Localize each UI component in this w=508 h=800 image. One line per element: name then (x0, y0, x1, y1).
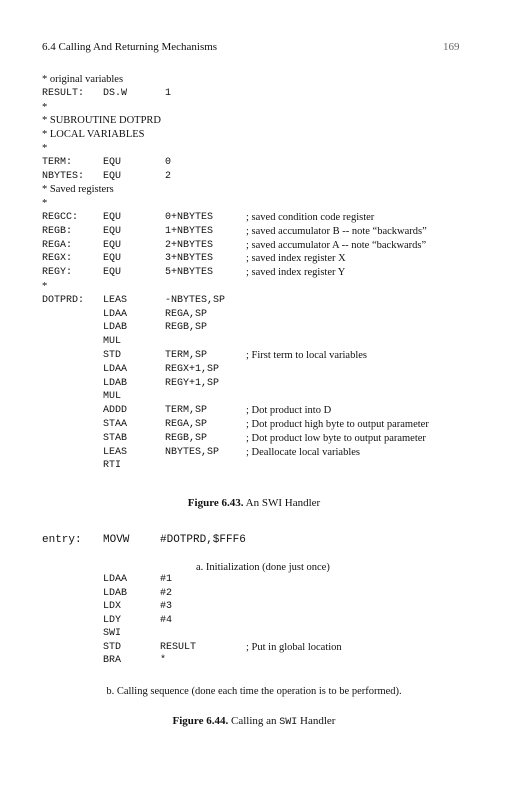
opcode-col: STAB (103, 432, 128, 444)
operand-col: REGB,SP (165, 322, 208, 334)
code-line (0, 226, 508, 240)
opcode-col: MUL (103, 336, 122, 348)
figure-6-43-caption (0, 497, 508, 509)
code-line (0, 212, 508, 226)
comment-col: ; Put in global location (246, 641, 342, 653)
opcode-col: LEAS (103, 446, 128, 458)
figure-text: An SWI Handler (243, 497, 321, 509)
figure-label: Figure 6.44. (172, 715, 229, 727)
label-col: * (42, 101, 48, 113)
code-line (0, 601, 508, 615)
operand-col: REGX+1,SP (165, 363, 220, 375)
opcode-col: EQU (103, 225, 122, 237)
page-number: 169 (443, 41, 460, 53)
operand-col: REGA,SP (165, 419, 208, 430)
code-line (0, 129, 508, 143)
operand-col: 2 (165, 170, 172, 182)
code-line (0, 628, 508, 642)
opcode-col: EQU (103, 212, 122, 223)
entry-op: MOVW (103, 534, 130, 546)
code-line (0, 322, 508, 336)
operand-col: #1 (160, 574, 173, 585)
operand-col: 1+NBYTES (165, 225, 214, 237)
label-col: REGA: (42, 239, 73, 251)
label-col: DOTPRD: (42, 294, 85, 306)
opcode-col: LDY (103, 614, 122, 626)
comment-col: ; Dot product low byte to output parameter (246, 432, 426, 444)
operand-col: 0+NBYTES (165, 212, 214, 223)
comment-col: ; Dot product into D (246, 405, 332, 417)
label-col: REGX: (42, 253, 73, 265)
opcode-col: EQU (103, 267, 122, 279)
opcode-col: LDAA (103, 574, 128, 585)
label-col: TERM: (42, 156, 73, 168)
operand-col: 0 (165, 156, 172, 168)
code-line (0, 405, 508, 419)
opcode-col: EQU (103, 253, 122, 265)
code-line (0, 157, 508, 171)
operand-col: TERM,SP (165, 350, 208, 361)
opcode-col: LDAB (103, 587, 128, 599)
code-line (0, 391, 508, 405)
label-col: * (42, 198, 48, 210)
operand-col: TERM,SP (165, 405, 208, 417)
code-line (0, 364, 508, 378)
operand-col: 2+NBYTES (165, 239, 214, 251)
code-line (0, 198, 508, 212)
code-line (0, 588, 508, 602)
code-line (0, 74, 508, 88)
figure-code: SWI (279, 717, 298, 728)
opcode-col: DS.W (103, 87, 128, 99)
code-line (0, 378, 508, 392)
code-line (0, 460, 508, 474)
opcode-col: MUL (103, 391, 122, 403)
code-line (0, 115, 508, 129)
caption-a: a. Initialization (done just once) (196, 562, 330, 573)
operand-col: REGA,SP (165, 308, 208, 320)
code-line (0, 433, 508, 447)
opcode-col: LDAB (103, 322, 128, 334)
operand-col: 1 (165, 87, 172, 99)
label-col: REGY: (42, 267, 73, 279)
operand-col: * (160, 655, 167, 666)
comment-col: ; Dot product high byte to output parameter (246, 419, 429, 430)
label-col: REGCC: (42, 212, 79, 223)
operand-col: NBYTES,SP (165, 446, 220, 458)
operand-col: REGB,SP (165, 432, 208, 444)
code-line (0, 171, 508, 185)
label-col: * (42, 281, 48, 292)
code-line (0, 184, 508, 198)
code-line (0, 88, 508, 102)
opcode-col: LDAA (103, 308, 128, 320)
entry-arg: #DOTPRD,$FFF6 (160, 534, 246, 546)
comment-col: ; First term to local variables (246, 350, 368, 361)
code-line (0, 419, 508, 433)
code-line (0, 267, 508, 281)
opcode-col: SWI (103, 628, 122, 639)
comment-col: ; saved index register X (246, 253, 346, 265)
opcode-col: STD (103, 641, 122, 653)
opcode-col: EQU (103, 170, 122, 182)
label-col: RESULT: (42, 87, 85, 99)
opcode-col: LDAA (103, 363, 128, 375)
comment-col: ; saved condition code register (246, 212, 375, 223)
code-line (0, 615, 508, 629)
opcode-col: BRA (103, 655, 122, 666)
code-line (0, 295, 508, 309)
label-col: * SUBROUTINE DOTPRD (42, 115, 162, 127)
opcode-col: RTI (103, 460, 122, 472)
code-line (0, 642, 508, 656)
operand-col: 5+NBYTES (165, 267, 214, 279)
code-line (0, 281, 508, 295)
opcode-col: LDX (103, 601, 122, 612)
operand-col: #2 (160, 587, 173, 599)
label-col: * Saved registers (42, 184, 114, 196)
comment-col: ; saved index register Y (246, 267, 346, 279)
label-col: * LOCAL VARIABLES (42, 129, 145, 141)
opcode-col: EQU (103, 239, 122, 251)
opcode-col: STAA (103, 419, 128, 430)
comment-col: ; Deallocate local variables (246, 446, 360, 458)
opcode-col: EQU (103, 156, 122, 168)
code-line (0, 336, 508, 350)
code-line (0, 143, 508, 157)
code-line (0, 240, 508, 254)
code-line (0, 350, 508, 364)
code-line (0, 447, 508, 461)
operand-col: #3 (160, 601, 173, 612)
operand-col: #4 (160, 614, 173, 626)
code-line (0, 574, 508, 588)
opcode-col: ADDD (103, 405, 128, 417)
code-line (0, 253, 508, 267)
comment-col: ; saved accumulator B -- note “backwards” (246, 225, 427, 237)
opcode-col: LEAS (103, 294, 128, 306)
opcode-col: LDAB (103, 377, 128, 389)
figure-text-after: Handler (297, 715, 336, 727)
code-line (0, 655, 508, 669)
operand-col: -NBYTES,SP (165, 294, 226, 306)
label-col: REGB: (42, 225, 73, 237)
comment-col: ; saved accumulator A -- note “backwards” (246, 239, 427, 251)
label-col: * (42, 143, 48, 154)
figure-6-44-caption (0, 715, 508, 728)
label-col: NBYTES: (42, 170, 85, 182)
operand-col: REGY+1,SP (165, 377, 220, 389)
figure-text-before: Calling an (228, 715, 280, 727)
operand-col: 3+NBYTES (165, 253, 214, 265)
opcode-col: STD (103, 350, 122, 361)
code-line (0, 309, 508, 323)
code-line (0, 102, 508, 116)
caption-b: b. Calling sequence (done each time the operation is to be performed). (106, 686, 402, 697)
label-col: * original variables (42, 74, 124, 85)
section-title: 6.4 Calling And Returning Mechanisms (42, 41, 218, 53)
operand-col: RESULT (160, 641, 197, 653)
entry-label: entry: (42, 534, 82, 546)
figure-label: Figure 6.43. (187, 497, 244, 509)
